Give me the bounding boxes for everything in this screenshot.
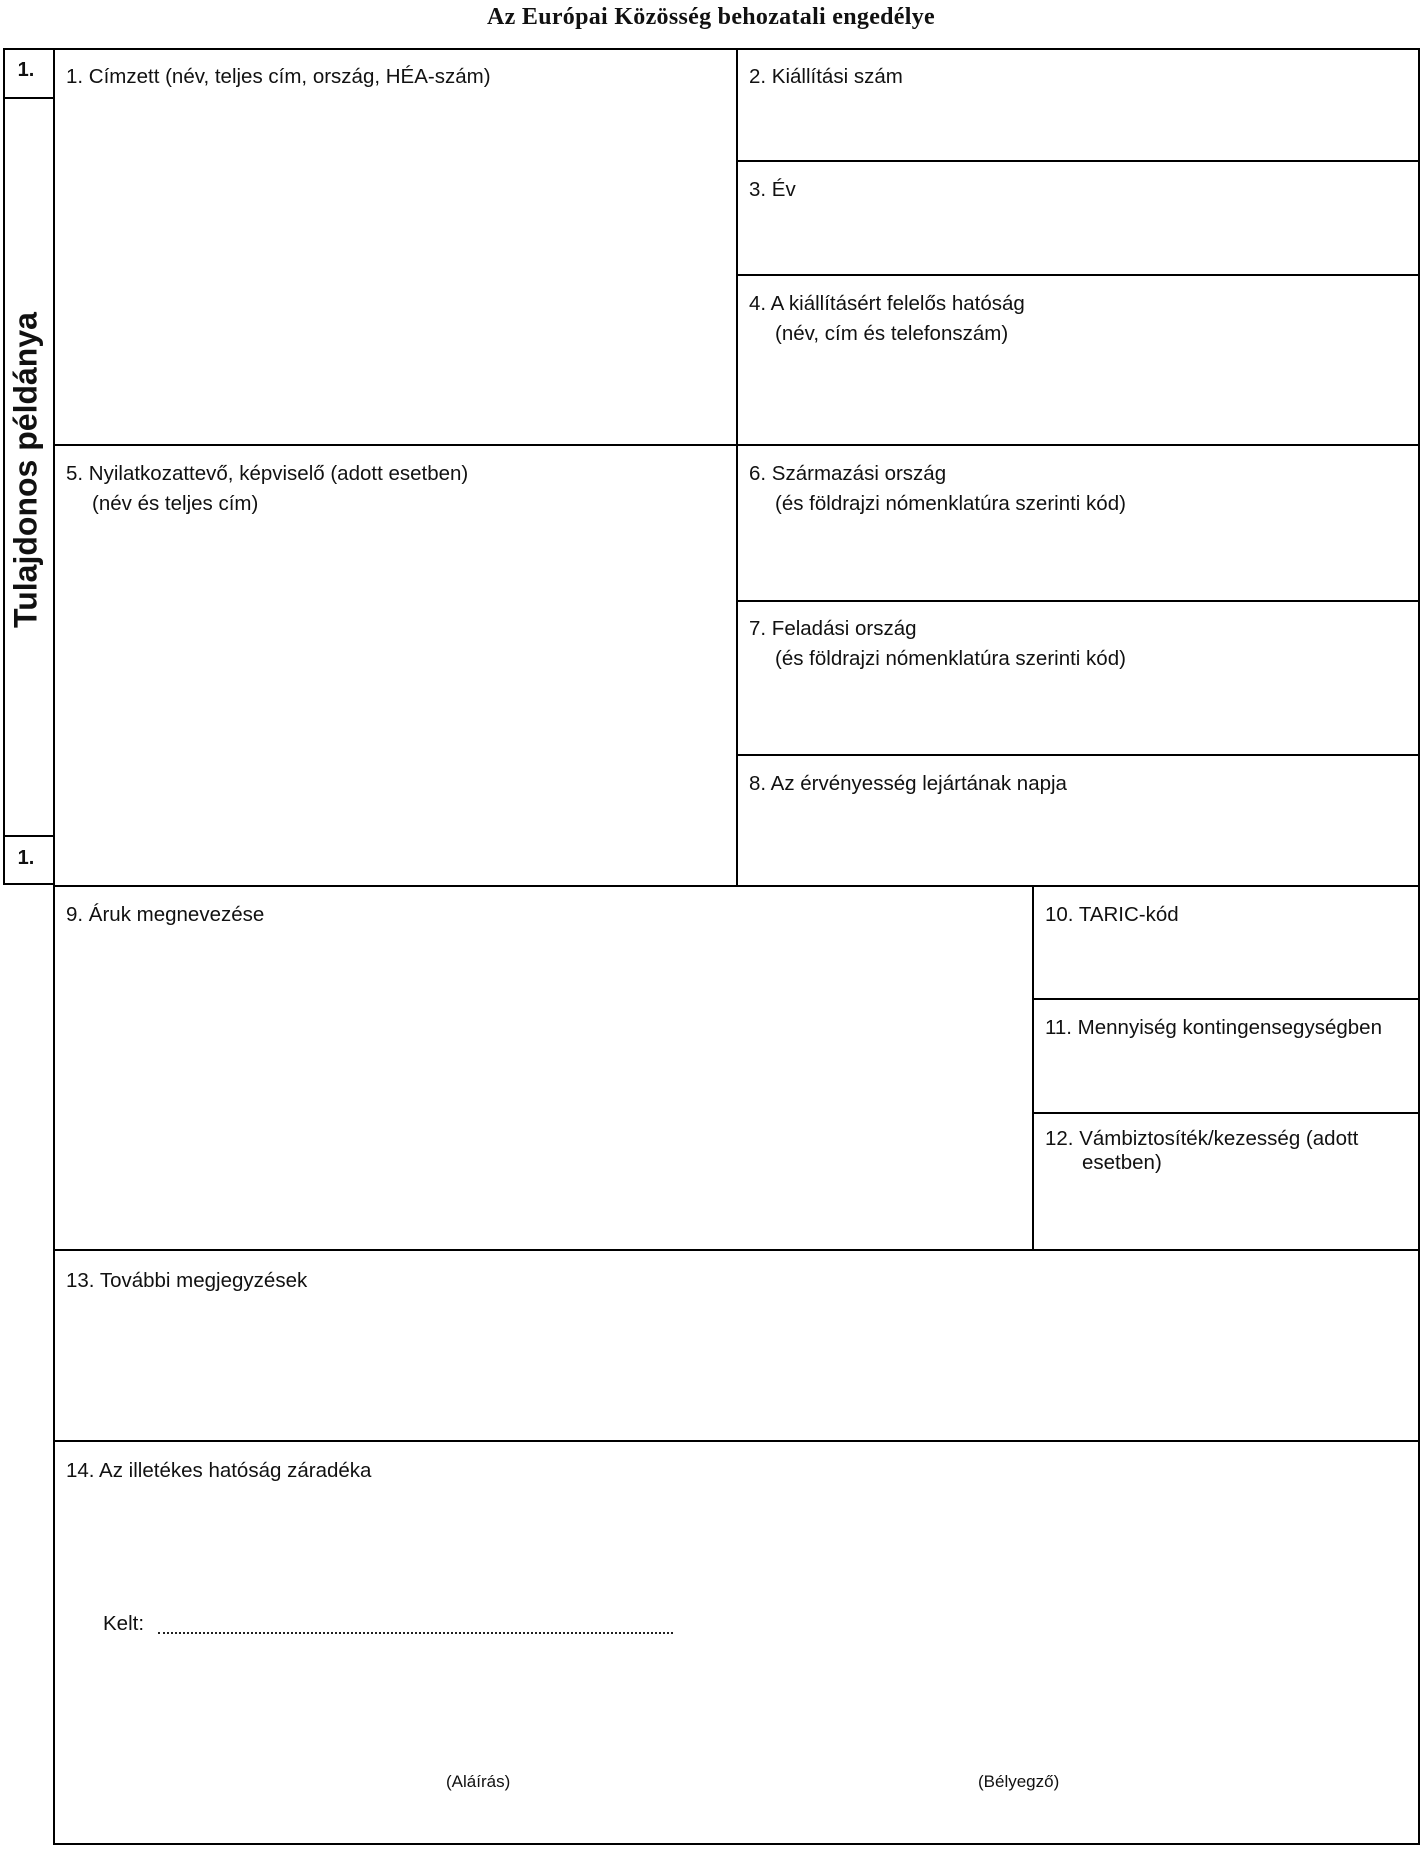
field-12-label (1045, 1127, 1358, 1175)
field-7-label (749, 614, 1126, 674)
field-5-label-line1: 5. Nyilatkozattevő, képviselő (adott esetben) (66, 462, 469, 485)
field-12-label-line2: esetben) (1082, 1151, 1162, 1174)
field-6-label (749, 459, 1126, 519)
field-8-label: 8. Az érvényesség lejártának napja (749, 772, 1067, 795)
middle-column-divider (1032, 885, 1034, 1251)
copy-type-label: Tulajdonos példánya (7, 312, 44, 628)
field-7-label-line2: (és földrajzi nómenklatúra szerinti kód) (775, 647, 1126, 670)
field-12-label-line1: 12. Vámbiztosíték/kezesség (adott (1045, 1127, 1359, 1150)
divider-10-11 (1032, 998, 1420, 1000)
side-strip-top-border (3, 48, 53, 50)
field-10-label: 10. TARIC-kód (1045, 903, 1179, 926)
side-strip-left-border (3, 48, 5, 885)
form-title: Az Európai Közösség behozatali engedélye (487, 4, 935, 30)
field-7-label-line1: 7. Feladási ország (749, 617, 917, 640)
side-strip-bottom-border (3, 883, 53, 885)
field-4-label-line1: 4. A kiállításért felelős hatóság (749, 292, 1025, 315)
divider-3-4 (736, 274, 1420, 276)
date-place-label: Kelt: (103, 1612, 145, 1635)
field-6-label-line2: (és földrajzi nómenklatúra szerinti kód) (775, 492, 1126, 515)
field-2-label: 2. Kiállítási szám (749, 65, 903, 88)
divider-upper-middle (53, 885, 1420, 887)
field-5-label-line2: (név és teljes cím) (92, 492, 259, 515)
field-13-label: 13. További megjegyzések (66, 1269, 308, 1292)
field-4-label (749, 289, 1025, 349)
divider-1-5-4-6 (53, 444, 1420, 446)
field-6-label-line1: 6. Származási ország (749, 462, 947, 485)
upper-column-divider (736, 48, 738, 887)
field-5-label (66, 459, 468, 519)
field-14-label: 14. Az illetékes hatóság záradéka (66, 1459, 372, 1482)
copy-number-top: 1. (17, 59, 35, 81)
frame-bottom (53, 1843, 1420, 1845)
field-4-label-line2: (név, cím és telefonszám) (775, 322, 1009, 345)
divider-2-3 (736, 160, 1420, 162)
side-strip-upper-divider (3, 97, 53, 99)
stamp-label: (Bélyegző) (978, 1772, 1060, 1791)
copy-number-bottom: 1. (17, 847, 35, 869)
divider-13-14 (53, 1440, 1420, 1442)
date-place-dotted-line (158, 1632, 673, 1634)
frame-left (53, 48, 55, 1845)
frame-right (1418, 48, 1420, 1845)
divider-11-12 (1032, 1112, 1420, 1114)
field-1-label: 1. Címzett (név, teljes cím, ország, HÉA-szám) (66, 65, 491, 88)
divider-7-8 (736, 754, 1420, 756)
divider-6-7 (736, 600, 1420, 602)
side-strip-lower-divider (3, 835, 53, 837)
signature-label: (Aláírás) (446, 1772, 511, 1791)
field-11-label: 11. Mennyiség kontingensegységben (1045, 1016, 1382, 1039)
field-9-label: 9. Áruk megnevezése (66, 903, 265, 926)
divider-middle-13 (53, 1249, 1420, 1251)
field-3-label: 3. Év (749, 178, 796, 201)
